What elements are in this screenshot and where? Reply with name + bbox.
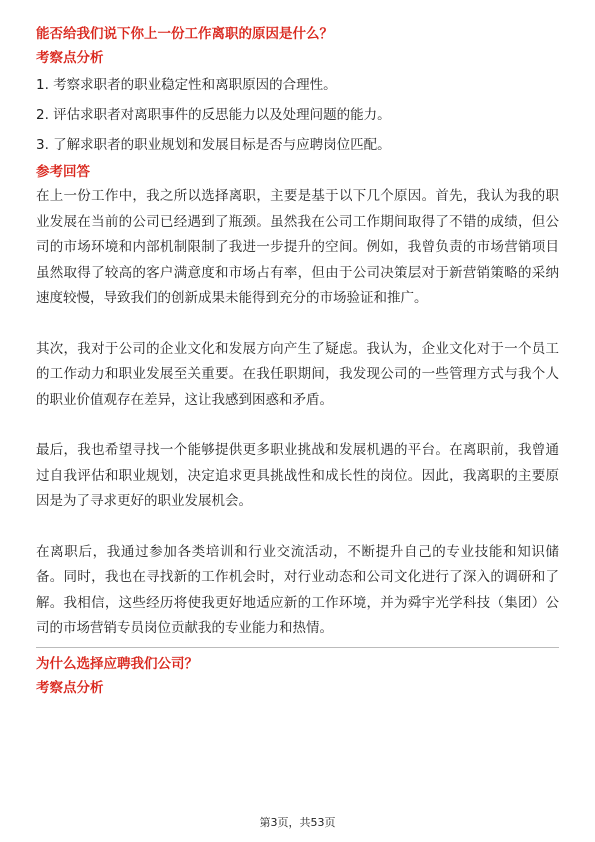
answer-paragraph-2: 其次，我对于公司的企业文化和发展方向产生了疑虑。我认为，企业文化对于一个员工的工作动力和职业发展至关重要。在我任职期间，我发现公司的一些管理方式与我个人的职业价值观存在差异，这让我感到困惑和矛盾。 <box>36 340 559 408</box>
question-1-title: 能否给我们说下你上一份工作离职的原因是什么？ <box>36 26 333 42</box>
document-page <box>36 22 559 700</box>
answer-paragraph-3: 最后，我也希望寻找一个能够提供更多职业挑战和发展机遇的平台。在离职前，我曾通过自我评估和职业规划，决定追求更具挑战性和成长性的岗位。因此，我离职的主要原因是为了寻求更好的职业发展机会。 <box>36 442 559 509</box>
question-2-title: 为什么选择应聘我们公司？ <box>36 655 198 672</box>
analysis-point-3: 3. 了解求职者的职业规划和发展目标是否与应聘岗位匹配。 <box>36 137 391 153</box>
section-divider <box>36 647 559 648</box>
question-1-analysis-heading: 考察点分析 <box>36 50 104 66</box>
answer-paragraph-1: 在上一份工作中，我之所以选择离职，主要是基于以下几个原因。首先，我认为我的职业发展在当前的公司已经遇到了瓶颈。虽然我在公司工作期间取得了不错的成绩，但公司的市场环境和内部机制限制了我进一步提升的空间。例如，我曾负责的市场营销项目虽然取得了较高的客户满意度和市场占有率，但由于公司决策层对于新营销策略的采纳速度较慢，导致我们的创新成果未能得到充分的市场验证和推广。 <box>36 188 559 306</box>
question-1-answer-heading: 参考回答 <box>36 164 90 180</box>
analysis-point-2: 2. 评估求职者对离职事件的反思能力以及处理问题的能力。 <box>36 107 391 123</box>
page-number: 第3页，共53页 <box>259 816 336 829</box>
answer-paragraph-4: 在离职后，我通过参加各类培训和行业交流活动，不断提升自己的专业技能和知识储备。同时，我也在寻找新的工作机会时，对行业动态和公司文化进行了深入的调研和了解。我相信，这些经历将使我更好地适应新的工作环境，并为舜宇光学科技（集团）公司的市场营销专员岗位贡献我的专业能力和热情。 <box>36 543 559 636</box>
analysis-point-1: 1. 考察求职者的职业稳定性和离职原因的合理性。 <box>36 77 337 93</box>
question-2-analysis-heading: 考察点分析 <box>36 679 104 696</box>
